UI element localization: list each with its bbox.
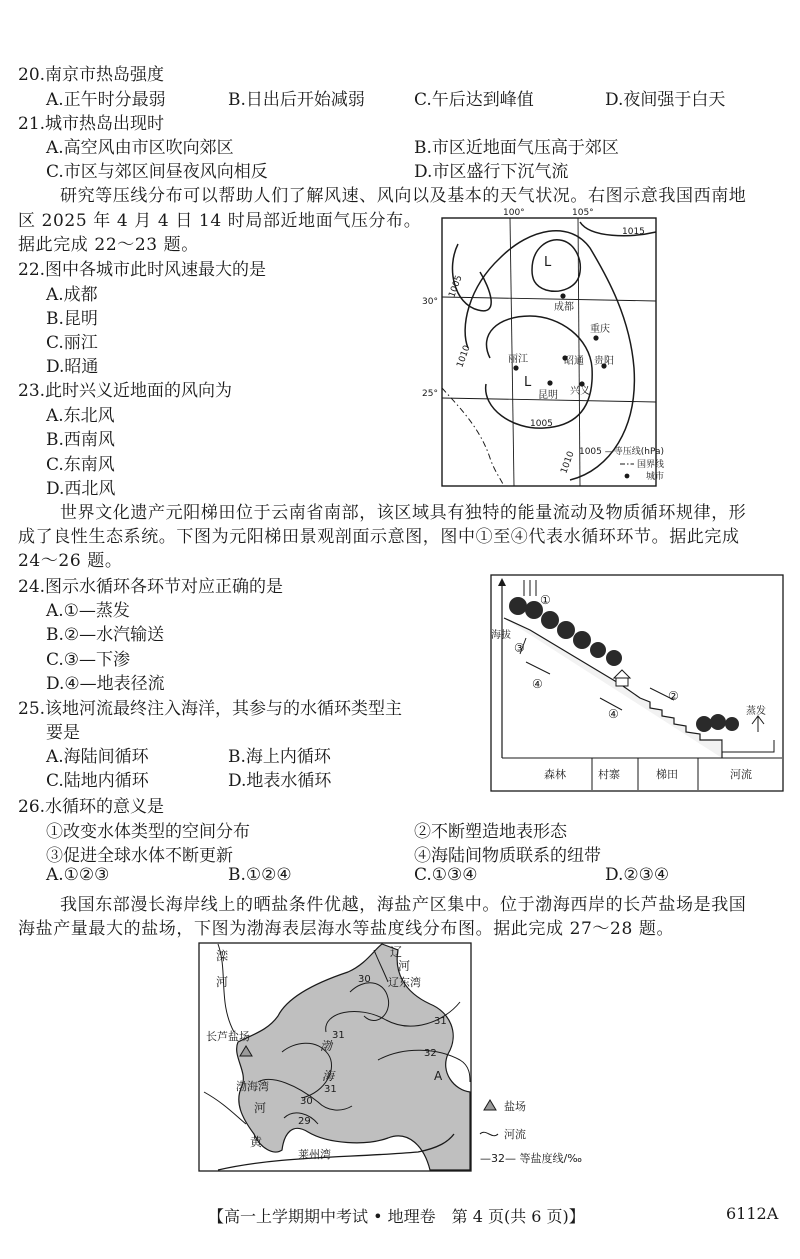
isobar-label-1010-south: 1010 — [559, 450, 577, 476]
intro-22-23-line1: 研究等压线分布可以帮助人们了解风速、风向以及基本的天气状况。右图示意我国西南地 — [60, 186, 747, 206]
isohaline-label-30-south: 30 — [300, 1096, 313, 1107]
q22-option-c: C.丽江 — [46, 333, 98, 353]
q26-item-1: ①改变水体类型的空间分布 — [46, 822, 250, 842]
intro-24-26-line2: 成了良性生态系统。下图为元阳梯田景观剖面示意图，图中①至④代表水循环环节。据此完成 — [18, 527, 740, 547]
q21-option-d: D.市区盛行下沉气流 — [414, 162, 569, 182]
q25-option-d: D.地表水循环 — [228, 771, 332, 791]
isohaline-label-32: 32 — [424, 1048, 437, 1059]
label-changlu-salt-field: 长芦盐场 — [206, 1030, 250, 1043]
legend-city-dot — [625, 474, 630, 479]
intro-27-28-line2: 海盐产量最大的盐场，下图为渤海表层海水等盐度线分布图。据此完成 27～28 题。 — [18, 919, 675, 939]
marker-4-left: ④ — [532, 677, 543, 691]
q22-option-b: B.昆明 — [46, 309, 98, 329]
marker-4-right: ④ — [608, 707, 619, 721]
footer-code: 6112A — [726, 1204, 779, 1223]
isohaline-label-31-south: 31 — [324, 1084, 337, 1095]
q26-option-d: D.②③④ — [605, 865, 670, 885]
zone-forest: 森林 — [544, 768, 566, 781]
q26-item-3: ③促进全球水体不断更新 — [46, 846, 233, 866]
label-luan: 滦 — [216, 949, 229, 963]
intro-24-26-line1: 世界文化遗产元阳梯田位于云南省南部，该区域具有独特的能量流动及物质循环规律，形 — [60, 503, 747, 523]
q26-item-2: ②不断塑造地表形态 — [414, 822, 567, 842]
q23-option-a: A.东北风 — [46, 406, 115, 426]
q24-option-d: D.④—地表径流 — [46, 674, 165, 694]
city-kunming: 昆明 — [538, 390, 558, 401]
city-chengdu: 成都 — [554, 302, 574, 313]
lat-label-25: 25° — [422, 389, 438, 399]
label-liao-he: 河 — [398, 959, 411, 973]
legend-isobar: 1005 —等压线(hPa) — [578, 447, 664, 457]
q25-stem-line2: 要是 — [46, 723, 80, 743]
label-bo: 渤 — [320, 1039, 333, 1053]
legend-border: 国界线 — [636, 460, 664, 470]
intro-22-23-line3: 据此完成 22～23 题。 — [18, 235, 199, 255]
q20-option-c: C.午后达到峰值 — [414, 90, 534, 110]
isohaline-label-31-north: 31 — [332, 1030, 345, 1041]
q21-stem: 21.城市热岛出现时 — [18, 114, 165, 134]
q22-option-d: D.昭通 — [46, 357, 99, 377]
marker-3: ③ — [514, 641, 525, 655]
isohaline-label-29: 29 — [298, 1116, 311, 1127]
city-chongqing: 重庆 — [590, 324, 610, 335]
q25-option-c: C.陆地内循环 — [46, 771, 149, 791]
q23-option-d: D.西北风 — [46, 479, 116, 499]
terrace-diagram — [490, 574, 784, 792]
city-dot-lijiang — [513, 365, 518, 370]
marker-1: ① — [540, 593, 551, 607]
q21-option-a: A.高空风由市区吹向郊区 — [46, 138, 234, 158]
q26-option-c: C.①③④ — [414, 865, 478, 885]
q20-stem: 20.南京市热岛强度 — [18, 65, 165, 85]
bohai-salinity-map — [198, 942, 620, 1174]
label-huang: 黄 — [250, 1135, 263, 1149]
marker-2: ② — [668, 689, 679, 703]
lat-label-30: 30° — [422, 297, 438, 307]
q26-option-b: B.①②④ — [228, 865, 292, 885]
intro-24-26-line3: 24～26 题。 — [18, 551, 123, 571]
isobar-label-1015: 1015 — [622, 227, 645, 237]
legend-river: 河流 — [504, 1128, 526, 1141]
label-bohai-bay: 渤海湾 — [236, 1080, 269, 1093]
isobar-label-1005-west: 1005 — [447, 274, 465, 300]
q26-item-4: ④海陆间物质联系的纽带 — [414, 846, 601, 866]
legend-isohaline: —32— 等盐度线/‰ — [480, 1152, 582, 1165]
city-dot-chongqing — [593, 335, 598, 340]
q20-option-b: B.日出后开始减弱 — [228, 90, 365, 110]
isobar-label-1010-west: 1010 — [455, 344, 473, 370]
label-a: A — [434, 1069, 443, 1083]
q25-option-b: B.海上内循环 — [228, 747, 331, 767]
q21-option-b: B.市区近地面气压高于郊区 — [414, 138, 619, 158]
footer-title: 【高一上学期期中考试 • 地理卷 第 4 页(共 6 页)】 — [208, 1207, 585, 1226]
zone-village: 村寨 — [598, 768, 620, 781]
evaporation-label: 蒸发 — [746, 706, 766, 717]
q26-option-a: A.①②③ — [46, 865, 110, 885]
legend-city: 城市 — [645, 472, 664, 482]
label-he-south: 河 — [254, 1101, 267, 1115]
city-xingyi: 兴义 — [570, 386, 590, 397]
legend-salt-field: 盐场 — [504, 1100, 526, 1113]
label-laizhou-bay: 莱州湾 — [298, 1148, 331, 1161]
city-zhaotong: 昭通 — [564, 356, 584, 367]
label-luan-he: 河 — [216, 975, 229, 989]
lon-label-105: 105° — [572, 208, 594, 218]
city-lijiang: 丽江 — [508, 354, 528, 365]
pressure-map — [420, 208, 666, 490]
city-guiyang: 贵阳 — [594, 356, 614, 367]
river-channel — [722, 740, 774, 752]
q20-option-a: A.正午时分最弱 — [46, 90, 166, 110]
q23-option-c: C.东南风 — [46, 455, 115, 475]
q24-option-a: A.①—蒸发 — [46, 601, 130, 621]
legend-river-icon — [480, 1132, 498, 1135]
q23-stem: 23.此时兴义近地面的风向为 — [18, 381, 233, 401]
q22-stem: 22.图中各城市此时风速最大的是 — [18, 260, 267, 280]
village-house-body — [616, 678, 628, 686]
zone-terrace: 梯田 — [656, 768, 678, 781]
q24-stem: 24.图示水循环各环节对应正确的是 — [18, 577, 284, 597]
isohaline-label-31-east: 31 — [434, 1016, 447, 1027]
label-hai: 海 — [322, 1069, 335, 1083]
q23-option-b: B.西南风 — [46, 430, 115, 450]
q26-stem: 26.水循环的意义是 — [18, 797, 165, 817]
q24-option-c: C.③—下渗 — [46, 650, 131, 670]
q22-option-a: A.成都 — [46, 285, 98, 305]
legend-salt-field-icon — [484, 1100, 496, 1110]
isohaline-label-30-north: 30 — [358, 974, 371, 985]
city-dot-chengdu — [560, 293, 565, 298]
label-liao: 辽 — [390, 945, 403, 959]
q25-option-a: A.海陆间循环 — [46, 747, 149, 767]
q20-option-d: D.夜间强于白天 — [605, 90, 726, 110]
label-liaodong-bay: 辽东湾 — [388, 976, 421, 989]
intro-27-28-line1: 我国东部漫长海岸线上的晒盐条件优越，海盐产区集中。位于渤海西岸的长芦盐场是我国 — [60, 895, 747, 915]
lon-label-100: 100° — [503, 208, 525, 218]
q25-stem-line1: 25.该地河流最终注入海洋，其参与的水循环类型主 — [18, 699, 403, 719]
low-label-south: L — [524, 375, 532, 390]
altitude-label: 海拔 — [491, 630, 511, 641]
intro-22-23-line2: 区 2025 年 4 月 4 日 14 时局部近地面气压分布。 — [18, 211, 422, 231]
isobar-label-1005-south: 1005 — [530, 419, 553, 429]
city-dot-kunming — [547, 380, 552, 385]
q24-option-b: B.②—水汽输送 — [46, 625, 165, 645]
low-label-north: L — [544, 255, 552, 270]
zone-river: 河流 — [730, 768, 752, 781]
q21-option-c: C.市区与郊区间昼夜风向相反 — [46, 162, 268, 182]
